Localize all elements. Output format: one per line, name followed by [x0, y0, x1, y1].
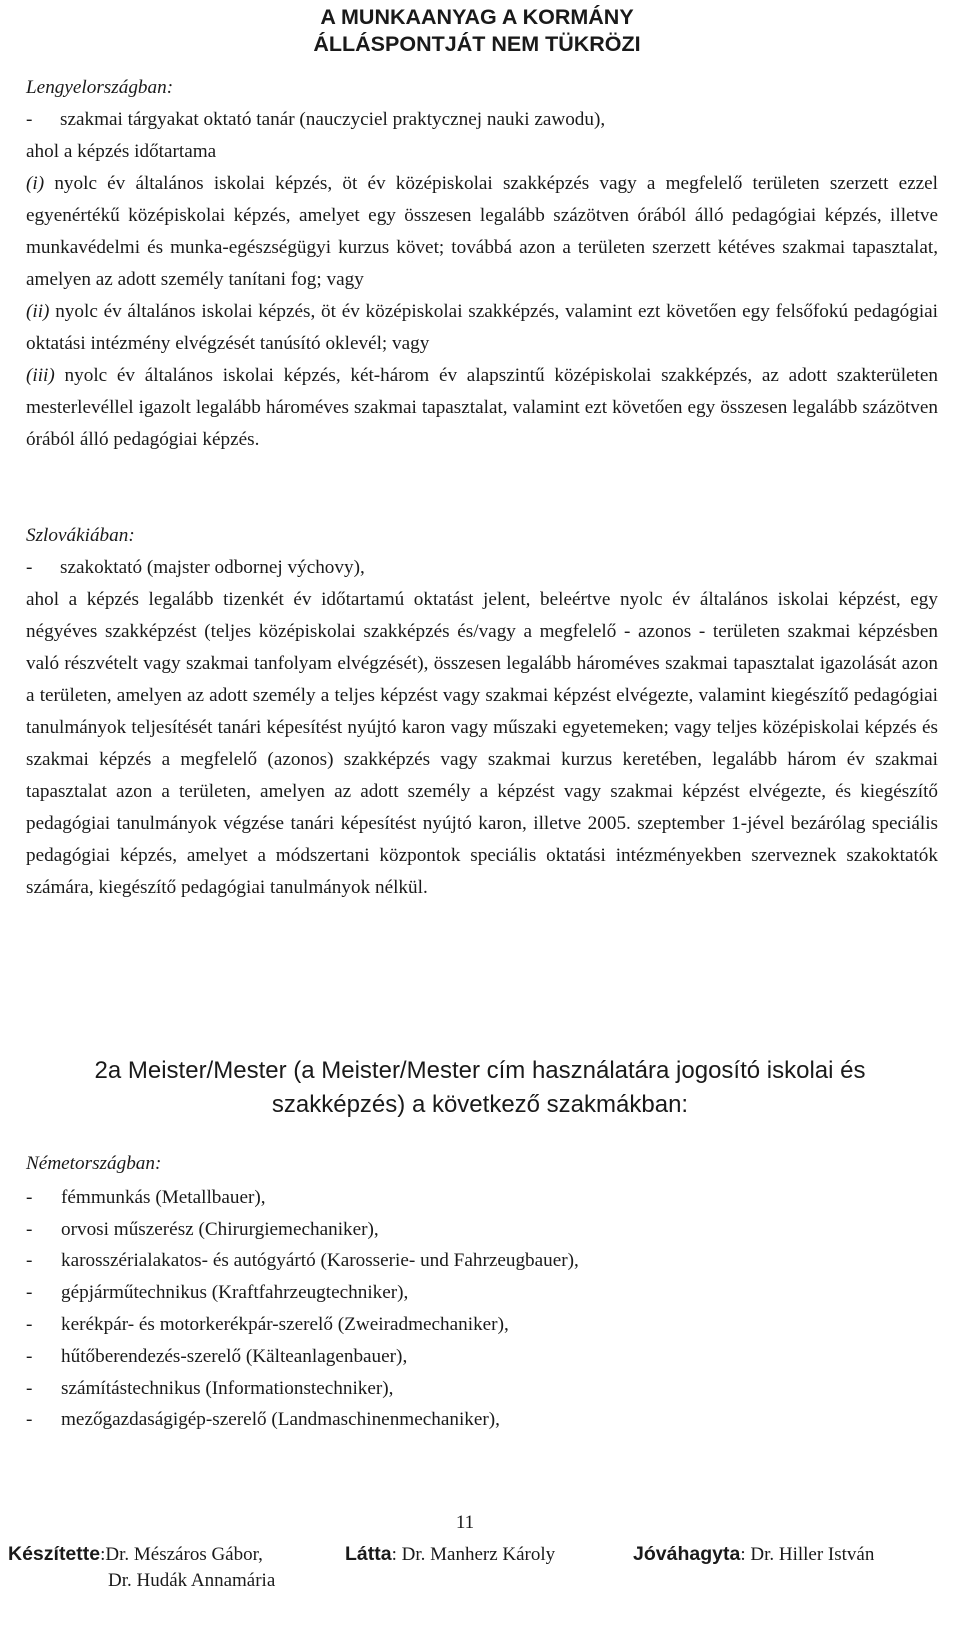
header-line-2: ÁLLÁSPONTJÁT NEM TÜKRÖZI [313, 32, 641, 56]
list-item: - gépjárműtechnikus (Kraftfahrzeugtechniker), [26, 1282, 409, 1304]
germany-section [26, 1148, 926, 1436]
list-item: - számítástechnikus (Informationstechniker), [26, 1377, 394, 1399]
section-title-line-2: szakképzés) a következő szakmákban: [271, 1091, 689, 1118]
footer-prepared-2: Dr. Hudák Annamária [108, 1570, 276, 1591]
poland-section [26, 72, 938, 456]
slovakia-item: szakoktató (majster odbornej výchovy), [60, 557, 365, 578]
section-title-line-1: 2a Meister/Mester (a Meister/Mester cím használatára jogosító iskolai és [94, 1057, 866, 1084]
section-title [30, 1054, 930, 1122]
list-item: - karosszérialakatos- és autógyártó (Karosserie- und Fahrzeugbauer), [26, 1250, 579, 1272]
list-item: - fémmunkás (Metallbauer), [26, 1186, 266, 1208]
poland-item: szakmai tárgyakat oktató tanár (nauczyciel praktycznej nauki zawodu), [60, 109, 606, 130]
list-dash: - [26, 109, 33, 130]
list-item: - mezőgazdaságigép-szerelő (Landmaschinenmechaniker), [26, 1409, 500, 1431]
header-notice [272, 4, 682, 58]
poland-option-iii: (iii) nyolc év általános iskolai képzés, két-három év alapszintű középiskolai szakképzés, az adott szakterületen mesterlevéllel igazolt legalább hároméves szakmai tapasztalat, valamint ezt követően egy összesen legalább százötven órából álló pedagógiai képzés. [26, 365, 939, 450]
list-item: - orvosi műszerész (Chirurgiemechaniker), [26, 1218, 379, 1240]
germany-label: Németországban: [26, 1153, 162, 1174]
header-line-1: A MUNKAANYAG A KORMÁNY [320, 5, 634, 29]
poland-label: Lengyelországban: [26, 77, 174, 98]
footer-approved: Jóváhagyta: Dr. Hiller István [633, 1543, 875, 1565]
page-header [0, 0, 960, 60]
list-dash: - [26, 557, 33, 578]
footer-seen: Látta: Dr. Manherz Károly [345, 1543, 556, 1565]
footer-prepared: Készítette:Dr. Mészáros Gábor, [8, 1543, 263, 1565]
list-item: - kerékpár- és motorkerékpár-szerelő (Zweiradmechaniker), [26, 1313, 509, 1335]
poland-option-i: (i) nyolc év általános iskolai képzés, öt év középiskolai szakképzés vagy a megfelelő területen szerzett ezzel egyenértékű középiskolai képzés, amelyet egy összesen legalább százötven órából álló pedagógiai képzés, illetve munkavédelmi és munka-egészségügyi kurzus követ; továbbá azon a területen szerzett kétéves szakmai tapasztalat, amelyen az adott személy tanítani fog; vagy [26, 173, 939, 290]
slovakia-label: Szlovákiában: [26, 525, 135, 546]
slovakia-section [26, 520, 938, 904]
page-number: 11 [455, 1512, 475, 1533]
poland-intro: ahol a képzés időtartama [26, 141, 217, 162]
slovakia-text: ahol a képzés legalább tizenkét év időtartamú oktatást jelent, beleértve nyolc év általános iskolai képzést, egy négyéves szakképzést (teljes középiskolai szakképzés és/vagy a megfelelő - azonos - területen szakmai képzésben való részvételt vagy szakmai tanfolyam elvégzését), összesen legalább hároméves szakmai tapasztalat igazolását azon a területen, amelyen az adott személy a teljes képzést vagy szakmai képzést elvégezte, valamint kiegészítő pedagógiai tanulmányok teljesítését tanári képesítést nyújtó karon vagy műszaki egyetemeken; vagy teljes középiskolai képzés és szakmai képzés a megfelelő (azonos) szakképzés vagy szakmai kurzus keretében, legalább három év szakmai tapasztalat azon a területen, amelyen az adott személy a képzést vagy szakmai képzést elvégezte, és kiegészítő pedagógiai tanulmányok végzése tanári képesítést nyújtó karon, illetve 2005. szeptember 1-jével bezárólag speciális pedagógiai képzés, amelyet a módszertani központok speciális oktatási intézményekben szerveznek szakoktatók számára, kiegészítő pedagógiai tanulmányok nélkül. [26, 589, 938, 898]
list-item: - hűtőberendezés-szerelő (Kälteanlagenbauer), [26, 1345, 408, 1367]
poland-option-ii: (ii) nyolc év általános iskolai képzés, öt év középiskolai szakképzés, valamint ezt követően egy felsőfokú pedagógiai oktatási intézmény elvégzését tanúsító oklevél; vagy [26, 301, 939, 354]
